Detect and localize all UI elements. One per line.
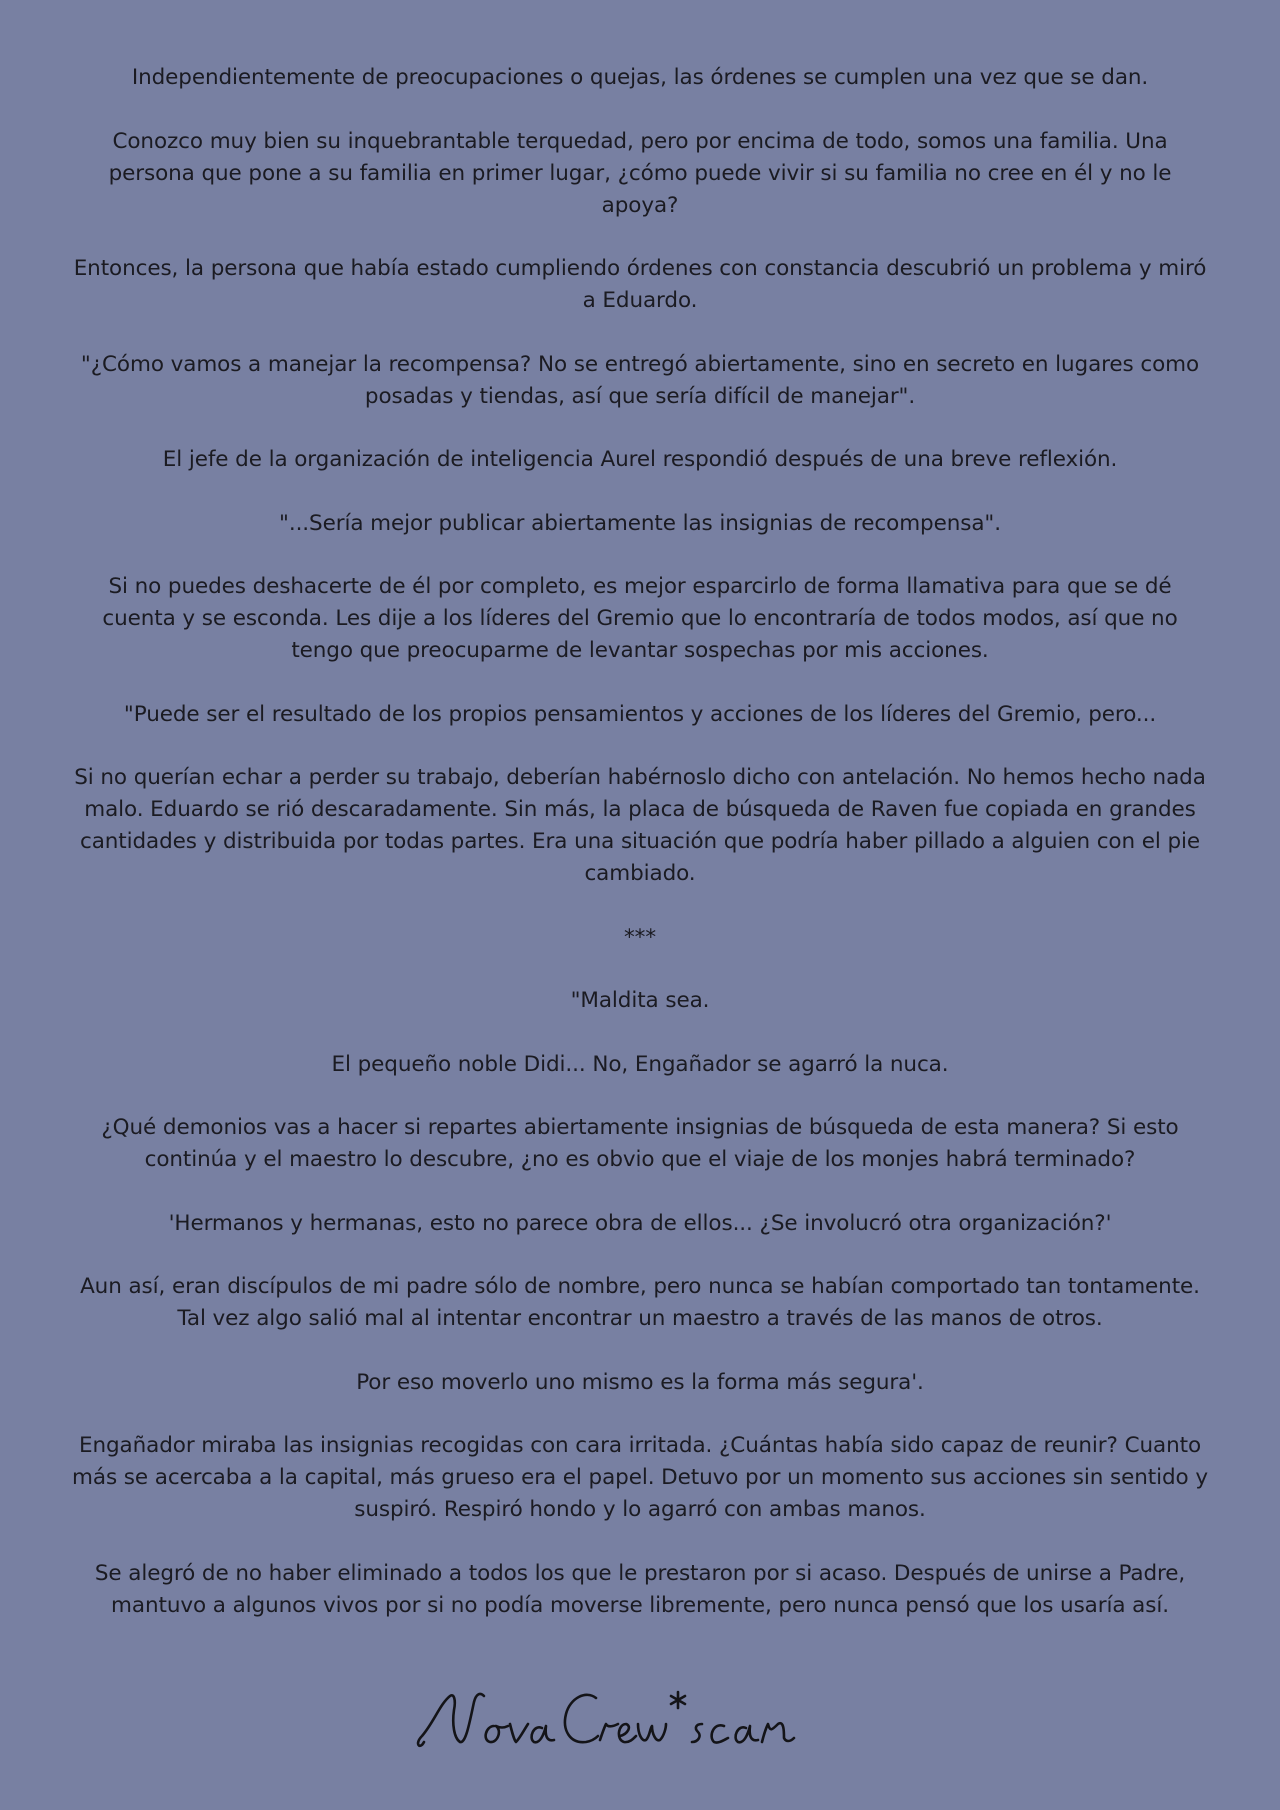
document-body	[70, 62, 1210, 1653]
signature-logo	[410, 1680, 870, 1760]
scanlator-signature	[0, 1680, 1280, 1760]
paragraph: "¿Cómo vamos a manejar la recompensa? No se entregó abiertamente, sino en secreto en lugares como posadas y tiendas, así que sería difícil de manejar".	[80, 351, 1200, 409]
paragraph: ¿Qué demonios vas a hacer si repartes abiertamente insignias de búsqueda de esta manera? Si esto continúa y el maestro lo descubre, ¿no es obvio que el viaje de los monjes habrá terminado?	[101, 1115, 1179, 1172]
paragraph: Si no puedes deshacerte de él por completo, es mejor esparcirlo de forma llamativa para que se dé cuenta y se esconda. Les dije a los líderes del Gremio que lo encontraría de todos modos, así que no tengo que preocuparme de levantar sospechas por mis acciones.	[102, 574, 1178, 663]
paragraph: Se alegró de no haber eliminado a todos los que le prestaron por si acaso. Después de unirse a Padre, mantuvo a algunos vivos por si no podía moverse libremente, pero nunca pensó que los usaría así.	[94, 1560, 1186, 1618]
paragraph: "Puede ser el resultado de los propios pensamientos y acciones de los líderes del Gremio, pero...	[123, 701, 1157, 727]
paragraph: Por eso moverlo uno mismo es la forma más segura'.	[356, 1369, 924, 1395]
paragraph: Entonces, la persona que había estado cumpliendo órdenes con constancia descubrió un problema y miró a Eduardo.	[73, 256, 1207, 313]
scene-break: ***	[624, 924, 656, 950]
paragraph: El pequeño noble Didi... No, Engañador se agarró la nuca.	[331, 1051, 949, 1077]
paragraph: Si no querían echar a perder su trabajo, deberían habérnoslo dicho con antelación. No hemos hecho nada malo. Eduardo se rió descaradamente. Sin más, la placa de búsqueda de Raven fue copiada en grandes cantidades y distribuida por todas partes. Era una situación que podría haber pillado a alguien con el pie cambiado.	[74, 765, 1206, 886]
paragraph: Engañador miraba las insignias recogidas con cara irritada. ¿Cuántas había sido capaz de reunir? Cuanto más se acercaba a la capital, más grueso era el papel. Detuvo por un momento sus acciones sin sentido y suspiró. Respiró hondo y lo agarró con ambas manos.	[72, 1433, 1208, 1522]
paragraph: El jefe de la organización de inteligencia Aurel respondió después de una breve reflexión.	[162, 447, 1118, 472]
paragraph: Independientemente de preocupaciones o quejas, las órdenes se cumplen una vez que se dan.	[131, 65, 1149, 90]
paragraph: Aun así, eran discípulos de mi padre sólo de nombre, pero nunca se habían comportado tan tontamente. Tal vez algo salió mal al intentar encontrar un maestro a través de las manos de otros.	[80, 1274, 1200, 1331]
paragraph: "Maldita sea.	[570, 988, 710, 1013]
paragraph: Conozco muy bien su inquebrantable terquedad, pero por encima de todo, somos una familia. Una persona que pone a su familia en primer lugar, ¿cómo puede vivir si su familia no cree en él y no le apoya?	[108, 128, 1172, 218]
paragraph: 'Hermanos y hermanas, esto no parece obra de ellos... ¿Se involucró otra organización?'	[168, 1210, 1112, 1236]
paragraph: "...Sería mejor publicar abiertamente las insignias de recompensa".	[279, 510, 1001, 536]
